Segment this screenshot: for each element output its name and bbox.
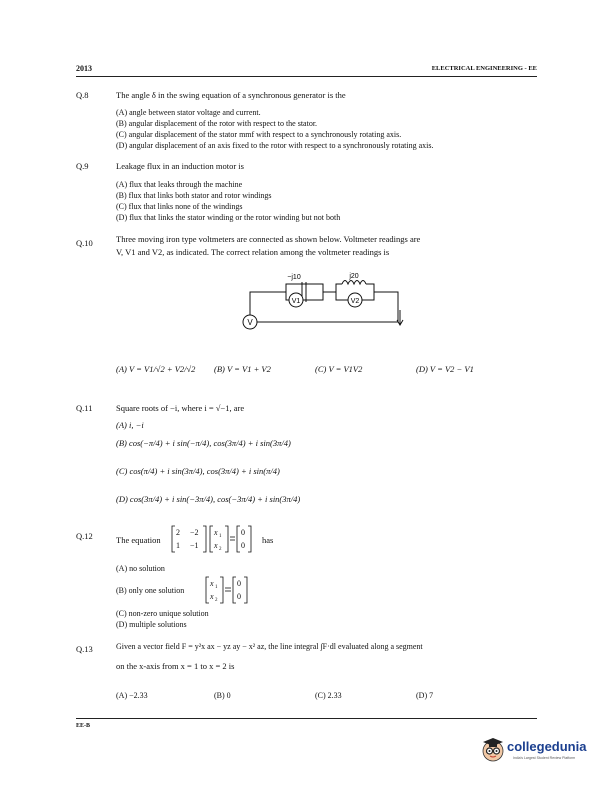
q10-text-line1: Three moving iron type voltmeters are connected as shown below. Voltmeter readings are	[116, 234, 421, 244]
svg-text:2: 2	[176, 528, 180, 537]
graduate-mascot-icon	[478, 734, 508, 764]
svg-text:0: 0	[241, 541, 245, 550]
circuit-ind-label: j20	[349, 273, 359, 280]
svg-text:0: 0	[241, 528, 245, 537]
q10-option-d: (D) V = V2 − V1	[416, 364, 474, 374]
logo-tagline: India's Largest Student Review Platform	[513, 756, 576, 760]
q11-option-b: (B) cos(−π/4) + i sin(−π/4), cos(3π/4) + i sin(3π/4)	[116, 438, 291, 448]
q10-option-c: (C) V = V1V2	[315, 364, 363, 374]
q12-text-post: has	[262, 535, 274, 545]
q8-number: Q.8	[76, 90, 89, 100]
q8-option-c: (C) angular displacement of the stator mmf with respect to a synchronously rotating axis.	[116, 130, 402, 139]
q8-option-d: (D) angular displacement of an axis fixed to the rotor with respect to a synchronously rotating axis.	[116, 141, 434, 150]
q12-option-c: (C) non-zero unique solution	[116, 609, 209, 618]
footer-rule	[76, 718, 537, 719]
q12-matrix-equation	[170, 524, 260, 554]
circuit-v2-label: V2	[350, 298, 360, 305]
q8-option-b: (B) angular displacement of the rotor with respect to the stator.	[116, 119, 318, 128]
q11-text: Square roots of −i, where i = √−1, are	[116, 403, 245, 413]
svg-text:x: x	[210, 592, 214, 601]
q9-option-b: (B) flux that links both stator and rotor windings	[116, 191, 272, 200]
q10-circuit-diagram	[228, 270, 418, 345]
q10-number: Q.10	[76, 238, 93, 248]
q12-option-a: (A) no solution	[116, 564, 165, 573]
q11-option-d: (D) cos(3π/4) + i sin(−3π/4), cos(−3π/4) + i sin(3π/4)	[116, 494, 301, 504]
svg-text:−1: −1	[190, 541, 199, 550]
svg-text:x: x	[210, 579, 214, 588]
q9-option-d: (D) flux that links the stator winding or the rotor winding but not both	[116, 213, 341, 222]
footer-code: EE-B	[76, 723, 91, 729]
svg-text:1: 1	[219, 534, 222, 539]
q9-option-c: (C) flux that links none of the windings	[116, 202, 243, 211]
svg-text:2: 2	[219, 547, 222, 552]
circuit-cap-label: −j10	[287, 274, 301, 281]
svg-text:x: x	[214, 541, 218, 550]
svg-text:0: 0	[237, 592, 241, 601]
q13-text-line1: Given a vector field F = y²x ax − yz ay − x² az, the line integral ∫F·dl evaluated along a segment	[116, 642, 423, 651]
svg-text:1: 1	[176, 541, 180, 550]
q13-option-d: (D) 7	[416, 691, 434, 700]
q11-option-c: (C) cos(π/4) + i sin(3π/4), cos(3π/4) + i sin(π/4)	[116, 466, 280, 476]
svg-text:x: x	[214, 528, 218, 537]
svg-text:2: 2	[215, 598, 218, 603]
q8-option-a: (A) angle between stator voltage and current.	[116, 108, 261, 117]
q12-text-pre: The equation	[116, 535, 161, 545]
q13-option-c: (C) 2.33	[315, 691, 342, 700]
q12-option-b: (B) only one solution	[116, 586, 185, 595]
svg-text:0: 0	[237, 579, 241, 588]
circuit-v1-label: V1	[291, 298, 301, 305]
logo-name: collegedunia	[507, 739, 587, 754]
q9-option-a: (A) flux that leaks through the machine	[116, 180, 243, 189]
q10-option-a: (A) V = V1/√2 + V2/√2	[116, 364, 196, 374]
header-year: 2013	[76, 64, 92, 73]
q11-option-a: (A) i, −i	[116, 420, 144, 430]
q9-number: Q.9	[76, 161, 89, 171]
q13-option-b: (B) 0	[214, 691, 231, 700]
header-subject: ELECTRICAL ENGINEERING - EE	[431, 65, 537, 72]
q12-number: Q.12	[76, 531, 93, 541]
svg-text:1: 1	[215, 585, 218, 590]
q13-text-line2: on the x-axis from x = 1 to x = 2 is	[116, 661, 235, 671]
q13-number: Q.13	[76, 644, 93, 654]
q12-option-b-vector	[204, 575, 254, 605]
q10-option-b: (B) V = V1 + V2	[214, 364, 271, 374]
circuit-v-label: V	[247, 318, 253, 327]
svg-text:−2: −2	[190, 528, 199, 537]
q9-text: Leakage flux in an induction motor is	[116, 161, 244, 171]
q12-option-d: (D) multiple solutions	[116, 620, 187, 629]
q13-option-a: (A) −2.33	[116, 691, 148, 700]
q10-text-line2: V, V1 and V2, as indicated. The correct relation among the voltmeter readings is	[116, 247, 390, 257]
q8-text: The angle δ in the swing equation of a synchronous generator is the	[116, 90, 346, 100]
q11-number: Q.11	[76, 403, 93, 413]
header-rule	[76, 76, 537, 77]
